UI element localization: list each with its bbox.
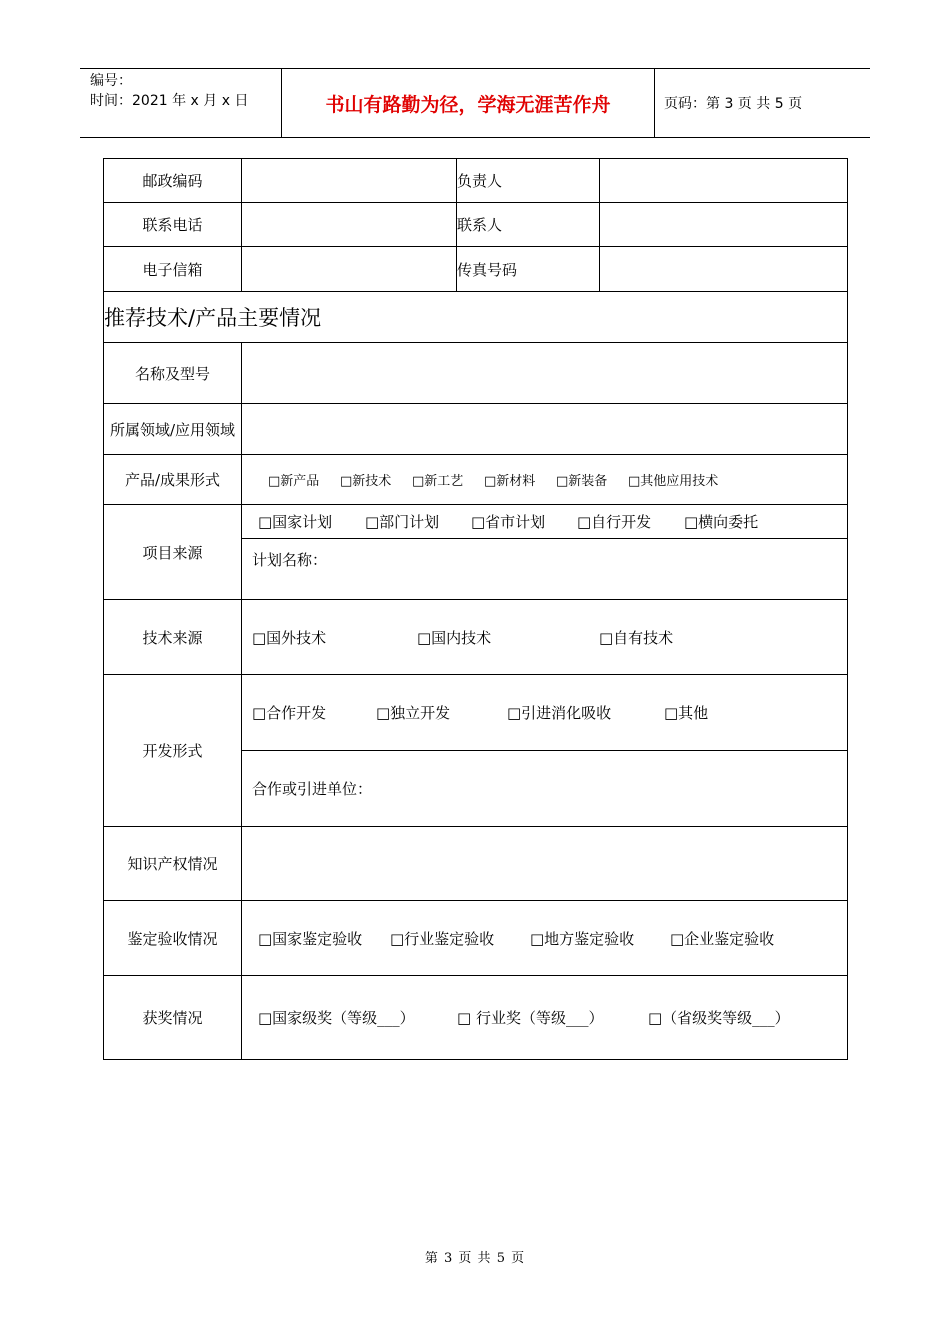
fax-label: 传真号码 bbox=[457, 247, 600, 292]
option-new-technology[interactable]: □新技术 bbox=[340, 474, 392, 489]
option-industry-award[interactable]: □ 行业奖（等级___） bbox=[457, 1009, 604, 1027]
option-independent-dev[interactable]: □独立开发 bbox=[376, 704, 451, 722]
option-national-plan[interactable]: □国家计划 bbox=[258, 513, 333, 531]
contact-person-field[interactable] bbox=[600, 203, 848, 247]
product-form-options bbox=[242, 455, 848, 505]
page-footer: 第 3 页 共 5 页 bbox=[424, 1251, 526, 1266]
postal-code-label: 邮政编码 bbox=[104, 159, 242, 203]
number-label: 编号： bbox=[90, 73, 132, 89]
option-other[interactable]: □其他 bbox=[664, 704, 709, 722]
option-provincial-award[interactable]: □（省级奖等级___） bbox=[648, 1009, 790, 1027]
option-new-product[interactable]: □新产品 bbox=[268, 474, 320, 489]
ip-field[interactable] bbox=[242, 827, 848, 901]
dev-form-label: 开发形式 bbox=[104, 675, 242, 827]
recommendation-form bbox=[103, 158, 848, 1060]
project-source-cell bbox=[242, 505, 848, 600]
option-foreign-tech[interactable]: □国外技术 bbox=[252, 628, 327, 647]
tech-source-options bbox=[242, 600, 848, 675]
plan-name-label[interactable]: 计划名称： bbox=[252, 551, 328, 569]
option-other-applied-tech[interactable]: □其他应用技术 bbox=[628, 474, 719, 489]
tech-source-label: 技术来源 bbox=[104, 600, 242, 675]
award-options bbox=[242, 976, 848, 1060]
option-import-absorb[interactable]: □引进消化吸收 bbox=[507, 704, 612, 722]
person-in-charge-field[interactable] bbox=[600, 159, 848, 203]
option-provincial-plan[interactable]: □省市计划 bbox=[471, 513, 546, 531]
appraisal-options bbox=[242, 901, 848, 976]
email-field[interactable] bbox=[242, 247, 457, 292]
dev-form-cell bbox=[242, 675, 848, 827]
project-source-label: 项目来源 bbox=[104, 505, 242, 600]
header-divider bbox=[654, 69, 655, 137]
field-label: 所属领域/应用领域 bbox=[104, 404, 242, 455]
product-form-label: 产品/成果形式 bbox=[104, 455, 242, 505]
award-label: 获奖情况 bbox=[104, 976, 242, 1060]
option-industry-appraisal[interactable]: □行业鉴定验收 bbox=[390, 929, 495, 948]
option-own-tech[interactable]: □自有技术 bbox=[599, 628, 674, 647]
option-domestic-tech[interactable]: □国内技术 bbox=[417, 628, 492, 647]
phone-field[interactable] bbox=[242, 203, 457, 247]
field-field[interactable] bbox=[242, 404, 848, 455]
option-department-plan[interactable]: □部门计划 bbox=[365, 513, 440, 531]
phone-label: 联系电话 bbox=[104, 203, 242, 247]
option-national-appraisal[interactable]: □国家鉴定验收 bbox=[258, 929, 363, 948]
partner-label[interactable]: 合作或引进单位： bbox=[252, 780, 373, 798]
option-self-developed[interactable]: □自行开发 bbox=[577, 513, 652, 531]
appraisal-label: 鉴定验收情况 bbox=[104, 901, 242, 976]
name-model-label: 名称及型号 bbox=[104, 343, 242, 404]
option-national-award[interactable]: □国家级奖（等级___） bbox=[258, 1009, 415, 1027]
ip-label: 知识产权情况 bbox=[104, 827, 242, 901]
name-model-field[interactable] bbox=[242, 343, 848, 404]
option-horizontal-commission[interactable]: □横向委托 bbox=[684, 513, 759, 531]
document-header bbox=[80, 68, 870, 138]
option-enterprise-appraisal[interactable]: □企业鉴定验收 bbox=[670, 929, 775, 948]
option-new-process[interactable]: □新工艺 bbox=[412, 474, 464, 489]
option-new-material[interactable]: □新材料 bbox=[484, 474, 536, 489]
fax-field[interactable] bbox=[600, 247, 848, 292]
contact-person-label: 联系人 bbox=[457, 203, 600, 247]
header-meta bbox=[90, 71, 248, 111]
header-page-info: 页码：第 3 页 共 5 页 bbox=[664, 96, 803, 112]
header-motto: 书山有路勤为径，学海无涯苦作舟 bbox=[325, 93, 611, 116]
option-new-equipment[interactable]: □新装备 bbox=[556, 474, 608, 489]
time-label: 时间：2021 年 x 月 x 日 bbox=[90, 93, 249, 109]
option-local-appraisal[interactable]: □地方鉴定验收 bbox=[530, 929, 635, 948]
postal-code-field[interactable] bbox=[242, 159, 457, 203]
option-cooperative-dev[interactable]: □合作开发 bbox=[252, 704, 327, 722]
person-in-charge-label: 负责人 bbox=[457, 159, 600, 203]
email-label: 电子信箱 bbox=[104, 247, 242, 292]
section-title: 推荐技术/产品主要情况 bbox=[104, 292, 848, 343]
